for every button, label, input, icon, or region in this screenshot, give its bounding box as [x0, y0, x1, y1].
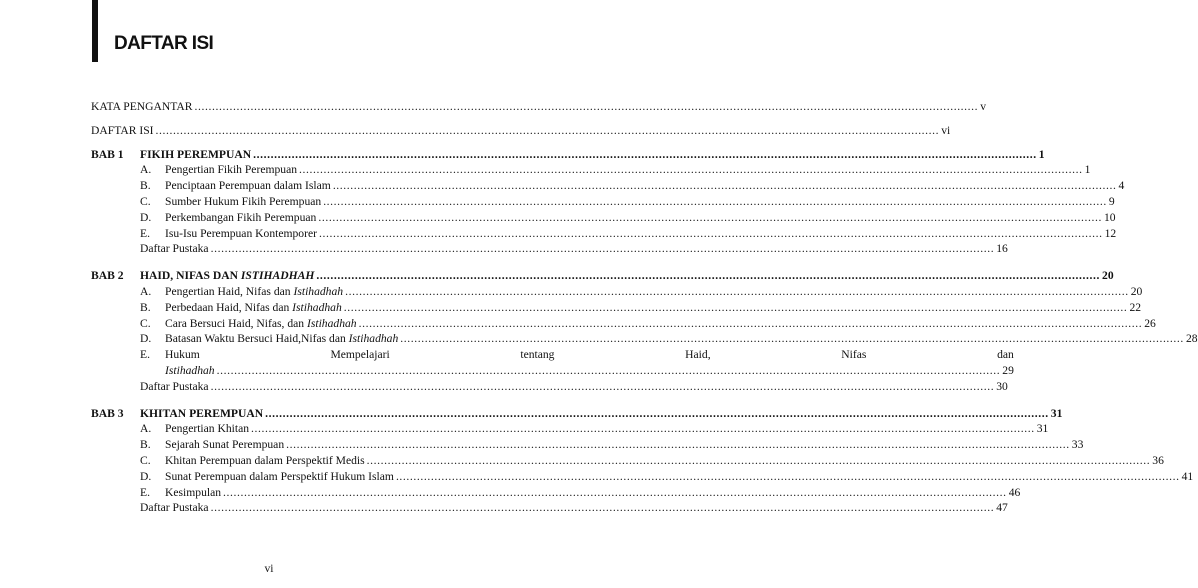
pustaka-page: 30 [996, 379, 1008, 393]
item-page: 10 [1104, 210, 1116, 224]
leader-dots [265, 406, 1049, 422]
item-page: 4 [1118, 179, 1125, 193]
chapter-heading[interactable] [91, 147, 1045, 163]
item-text: Sejarah Sunat Perempuan [165, 438, 285, 452]
leader-dots [211, 500, 995, 516]
leader-dots [156, 123, 940, 139]
leader-dots [345, 284, 1129, 300]
table-of-contents [91, 99, 1198, 516]
item-text: Perbedaan Haid, Nifas dan Istihadhah [165, 300, 342, 314]
leader-dots [217, 363, 1001, 379]
entry-page: v [980, 100, 986, 113]
item-page: 36 [1152, 453, 1164, 467]
item-letter: A. [140, 163, 152, 177]
item-letter: C. [140, 316, 151, 330]
item-text: Penciptaan Perempuan dalam Islam [165, 179, 331, 193]
item-page: 1 [1084, 163, 1091, 177]
item-page: 9 [1108, 194, 1115, 208]
leader-dots [211, 241, 995, 257]
toc-item[interactable] [91, 284, 1143, 300]
item-letter: B. [140, 300, 151, 314]
toc-item[interactable] [91, 300, 1142, 316]
item-letter: B. [140, 179, 151, 193]
item-text: Cara Bersuci Haid, Nifas, dan Istihadhah [165, 316, 357, 330]
leader-dots [286, 437, 1070, 453]
leader-dots [333, 178, 1117, 194]
toc-item[interactable] [91, 178, 1125, 194]
chapter-page: 20 [1102, 269, 1114, 283]
item-letter: D. [140, 210, 152, 224]
item-text: Hukum Mempelajari tentang Haid, Nifas dan Istihadhah ..... 29 [165, 347, 1014, 379]
item-text: Pengertian Fikih Perempuan [165, 163, 298, 177]
toc-pustaka[interactable] [91, 379, 1008, 395]
item-letter: D. [140, 332, 152, 346]
item-text: Sumber Hukum Fikih Perempuan [165, 194, 322, 208]
item-page: 20 [1130, 284, 1143, 298]
item-page: 41 [1181, 469, 1194, 483]
leader-dots [253, 147, 1037, 163]
item-letter: A. [140, 422, 152, 436]
pustaka-label: Daftar Pustaka [140, 379, 209, 393]
item-text: Batasan Waktu Bersuci Haid,Nifas dan Istihadhah [165, 332, 399, 346]
heading-bar [92, 0, 98, 62]
toc-item[interactable] [91, 453, 1164, 469]
item-page: 22 [1129, 300, 1142, 314]
pustaka-label: Daftar Pustaka [140, 242, 209, 256]
leader-dots [223, 485, 1007, 501]
leader-dots [319, 226, 1103, 242]
item-letter: A. [140, 284, 152, 298]
item-page: 46 [1008, 485, 1021, 499]
toc-item[interactable] [91, 331, 1198, 347]
item-text: Sunat Perempuan dalam Perspektif Hukum Islam [165, 469, 394, 483]
toc-item[interactable] [91, 469, 1194, 485]
leader-dots [299, 162, 1083, 178]
item-text: Pengertian Haid, Nifas dan Istihadhah [165, 284, 344, 298]
item-page: 29 [1002, 363, 1014, 377]
leader-dots [316, 268, 1100, 284]
chapter-heading[interactable] [91, 268, 1114, 284]
leader-dots [195, 99, 979, 115]
leader-dots [367, 453, 1151, 469]
chapter-title: HAID, NIFAS DAN ISTIHADHAH [140, 269, 315, 283]
pustaka-page: 47 [996, 501, 1008, 515]
pustaka-page: 16 [996, 242, 1008, 256]
toc-item[interactable] [91, 421, 1049, 437]
toc-entry-kata-pengantar[interactable] [91, 99, 986, 115]
item-text: Perkembangan Fikih Perempuan [165, 210, 317, 224]
toc-item[interactable] [91, 226, 1117, 242]
toc-item[interactable] [91, 437, 1084, 453]
chapter-title: FIKIH PEREMPUAN [140, 147, 252, 161]
entry-page: vi [941, 123, 951, 137]
entry-label: DAFTAR ISI [91, 123, 154, 137]
chapter-heading[interactable] [91, 406, 1063, 422]
item-letter: C. [140, 194, 151, 208]
toc-item[interactable] [91, 485, 1021, 501]
chapter-number: BAB 1 [91, 147, 124, 161]
leader-dots [344, 300, 1128, 316]
item-letter: E. [140, 485, 150, 499]
leader-dots [396, 469, 1180, 485]
item-text: Khitan Perempuan dalam Perspektif Medis [165, 453, 365, 467]
toc-item[interactable] [91, 347, 1014, 379]
toc-item[interactable] [91, 210, 1116, 226]
chapter-number: BAB 3 [91, 406, 124, 420]
leader-dots [251, 421, 1035, 437]
item-text: Kesimpulan [165, 485, 222, 499]
chapter-page: 31 [1050, 406, 1063, 420]
item-page: 28 [1185, 332, 1198, 346]
item-page: 26 [1144, 316, 1156, 330]
item-text: Isu-Isu Perempuan Kontemporer [165, 226, 317, 240]
leader-dots [318, 210, 1102, 226]
item-page: 12 [1104, 226, 1117, 240]
item-letter: B. [140, 438, 151, 452]
toc-item[interactable] [91, 162, 1091, 178]
entry-label: KATA PENGANTAR [91, 100, 193, 113]
leader-dots [323, 194, 1107, 210]
toc-pustaka[interactable] [91, 500, 1008, 516]
page-title: DAFTAR ISI [114, 33, 214, 54]
item-letter: E. [140, 226, 150, 240]
chapter-page: 1 [1038, 147, 1045, 161]
item-page: 33 [1071, 438, 1084, 452]
item-page: 31 [1036, 422, 1049, 436]
chapter-title: KHITAN PEREMPUAN [140, 406, 264, 420]
item-text: Pengertian Khitan [165, 422, 250, 436]
chapter-number: BAB 2 [91, 269, 124, 283]
leader-dots [400, 331, 1184, 347]
item-letter: E. [140, 348, 150, 362]
item-letter: D. [140, 469, 152, 483]
toc-entry-daftar-isi[interactable] [91, 123, 951, 139]
toc-pustaka[interactable] [91, 241, 1008, 257]
leader-dots [211, 379, 995, 395]
leader-dots [359, 316, 1143, 332]
item-letter: C. [140, 453, 151, 467]
page-number: vi [264, 562, 274, 575]
toc-item[interactable] [91, 194, 1115, 210]
toc-item[interactable] [91, 316, 1156, 332]
pustaka-label: Daftar Pustaka [140, 501, 209, 515]
